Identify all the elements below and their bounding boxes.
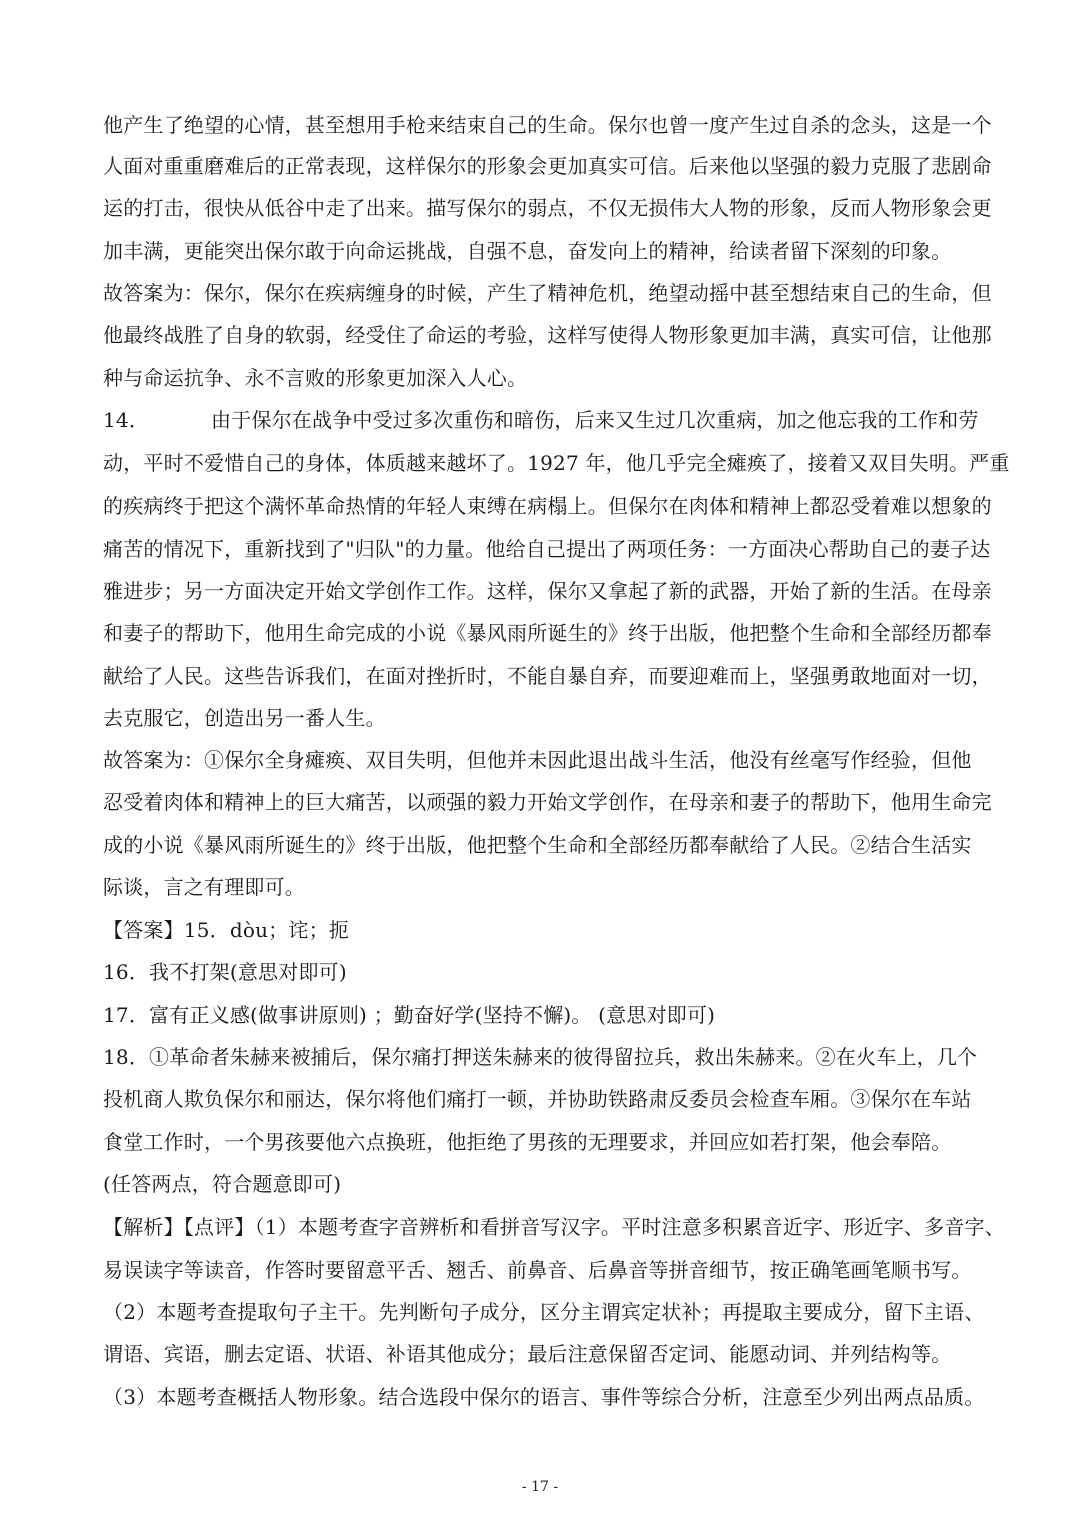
text-line: 雅进步；另一方面决定开始文学创作工作。这样，保尔又拿起了新的武器，开始了新的生活。在母亲 (103, 579, 992, 603)
text-line: 谓语、宾语，删去定语、状语、补语其他成分；最后注意保留否定词、能愿动词、并列结构等。 (103, 1342, 952, 1366)
text-line: 故答案为：保尔，保尔在疾病缠身的时候，产生了精神危机，绝望动摇中甚至想结束自己的生命，但 (103, 281, 992, 305)
text-line: 加丰满，更能突出保尔敢于向命运挑战，自强不息，奋发向上的精神，给读者留下深刻的印象。 (103, 239, 952, 263)
text-line: 的疾病终于把这个满怀革命热情的年轻人束缚在病榻上。但保尔在肉体和精神上都忍受着难以想象的 (103, 494, 992, 518)
text-line: 种与命运抗争、永不言败的形象更加深入人心。 (103, 366, 528, 390)
text-line: 他最终战胜了自身的软弱，经受住了命运的考验，这样写使得人物形象更加丰满，真实可信，让他那 (103, 323, 992, 347)
text-line: （3）本题考查概括人物形象。结合选段中保尔的语言、事件等综合分析，注意至少列出两点品质。 (103, 1385, 985, 1409)
text-span: 由于保尔在战争中受过多次重伤和暗伤，后来又生过几次重病，加之他忘我的工作和劳 (211, 408, 979, 432)
answer-heading: 【答案】15．dòu；诧；扼 (103, 918, 349, 942)
text-line: 他产生了绝望的心情，甚至想用手枪来结束自己的生命。保尔也曾一度产生过自杀的念头，这是一个 (103, 113, 992, 137)
text-line: 故答案为：①保尔全身瘫痪、双目失明，但他并未因此退出战斗生活，他没有丝毫写作经验，但他 (103, 748, 972, 772)
text-line: 18．①革命者朱赫来被捕后，保尔痛打押送朱赫来的彼得留拉兵，救出朱赫来。②在火车上，几个 (103, 1045, 978, 1069)
text-line: 际谈，言之有理即可。 (103, 875, 305, 899)
text-line: 运的打击，很快从低谷中走了出来。描写保尔的弱点，不仅无损伟大人物的形象，反而人物形象会更 (103, 196, 992, 220)
text-line: (任答两点，符合题意即可) (103, 1172, 342, 1196)
analysis-heading: 【解析】【点评】（1）本题考查字音辨析和看拼音写汉字。平时注意多积累音近字、形近字、多音字、 (103, 1215, 1005, 1239)
text-line: 去克服它，创造出另一番人生。 (103, 706, 386, 730)
text-line: 痛苦的情况下，重新找到了"归队"的力量。他给自己提出了两项任务：一方面决心帮助自己的妻子达 (103, 537, 991, 561)
question-14-line (103, 407, 979, 433)
text-line: 献给了人民。这些告诉我们，在面对挫折时，不能自暴自弃，而要迎难而上，坚强勇敢地面对一切， (103, 664, 992, 688)
text-line: 和妻子的帮助下，他用生命完成的小说《暴风雨所诞生的》终于出版，他把整个生命和全部经历都奉 (103, 621, 992, 645)
text-line: 易误读字等读音，作答时要留意平舌、翘舌、前鼻音、后鼻音等拼音细节，按正确笔画笔顺书写。 (103, 1258, 972, 1282)
text-line: （2）本题考查提取句子主干。先判断句子成分，区分主谓宾定状补；再提取主要成分，留下主语、 (103, 1300, 985, 1324)
text-line: 投机商人欺负保尔和丽达，保尔将他们痛打一顿，并协助铁路肃反委员会检查车厢。③保尔在车站 (103, 1087, 972, 1111)
text-line: 食堂工作时，一个男孩要他六点换班，他拒绝了男孩的无理要求，并回应如若打架，他会奉陪。 (103, 1130, 952, 1154)
text-line: 动，平时不爱惜自己的身体，体质越来越坏了。1927 年，他几乎完全瘫痪了，接着又双目失明。严重 (103, 451, 1010, 475)
text-line: 成的小说《暴风雨所诞生的》终于出版，他把整个生命和全部经历都奉献给了人民。②结合生活实 (103, 833, 972, 857)
text-line: 人面对重重磨难后的正常表现，这样保尔的形象会更加真实可信。后来他以坚强的毅力克服了悲剧命 (103, 154, 992, 178)
text-line: 忍受着肉体和精神上的巨大痛苦，以顽强的毅力开始文学创作，在母亲和妻子的帮助下，他用生命完 (103, 790, 992, 814)
text-line: 16．我不打架(意思对即可) (103, 960, 347, 984)
text-line: 17．富有正义感(做事讲原则) ；勤奋好学(坚持不懈)。 (意思对即可) (103, 1003, 716, 1027)
question-number: 14． (103, 408, 150, 432)
page-number: - 17 - (521, 1479, 559, 1495)
